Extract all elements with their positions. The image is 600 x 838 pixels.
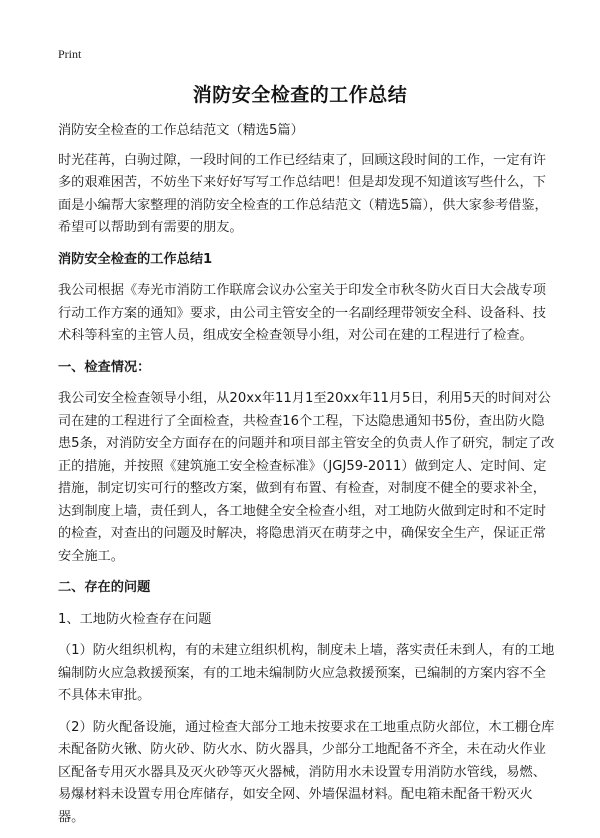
intro-paragraph: 时光荏苒，白驹过隙，一段时间的工作已经结束了，回顾这段时间的工作，一定有许多的艰难困苦，不妨坐下来好好写写工作总结吧！但是却发现不知道该写些什么，下面是小编帮大家整理的消防安全检查的工作总结范文（精选5篇），供大家参考借鉴，希望可以帮助到有需要的朋友。 xyxy=(58,152,548,235)
document-subtitle: 消防安全检查的工作总结范文（精选5篇） xyxy=(58,123,304,138)
sub-heading-fire-check: 1、工地防火检查存在问题 xyxy=(58,611,212,627)
page-title: 消防安全检查的工作总结 xyxy=(192,84,408,106)
print-link[interactable]: Print xyxy=(58,47,82,61)
fire-organization-paragraph: （1）防火组织机构，有的未建立组织机构，制度未上墙，落实责任未到人，有的工地编制防火应急救援预案，有的工地未编制防火应急救援预案，已编制的方案内容不全不具体未审批。 xyxy=(58,643,555,703)
heading-problems: 二、存在的问题 xyxy=(58,580,151,595)
section-title: 消防安全检查的工作总结1 xyxy=(58,251,213,267)
fire-equipment-paragraph: （2）防火配备设施，通过检查大部分工地未按要求在工地重点防火部位，木工棚仓库未配备防火锹、防火砂、防火水、防火器具，少部分工地配备不齐全，未在动火作业区配备专用灭水器具及灭火砂等灭火器械，消防用水未设置专用消防水管线，易燃、易爆材料未设置专用仓库储存，如安全网、外墙保温材料。配电箱未配备干粉灭火器。 xyxy=(58,719,555,825)
section-intro-paragraph: 我公司根据《寿光市消防工作联席会议办公室关于印发全市秋冬防火百日大会战专项行动工作方案的通知》要求，由公司主管安全的一名副经理带领安全科、设备科、技术科等科室的主管人员，组成安全检查领导小组，对公司在建的工程进行了检查。 xyxy=(58,283,546,343)
document-body xyxy=(58,120,555,838)
inspection-paragraph: 我公司安全检查领导小组，从20xx年11月1至20xx年11月5日，利用5天的时间对公司在建的工程进行了全面检查，共检查16个工程，下达隐患通知书5份，查出防火隐患5条，对消防安全方面存在的问题并和项目部主管安全的负责人作了研究，制定了改正的措施，并按照《建筑施工安全检查标准》（JGJ59-2011）做到定人、定时间、定措施，制定切实可行的整改方案，做到有布置、有检查，对制度不健全的要求补全，达到制度上墙，责任到人，各工地健全安全检查小组，对工地防火做到定时和不定时的检查，对查出的问题及时解决，将隐患消灭在萌芽之中，确保安全生产，保证正常安全施工。 xyxy=(58,391,555,564)
heading-inspection: 一、检查情况： xyxy=(58,359,151,375)
